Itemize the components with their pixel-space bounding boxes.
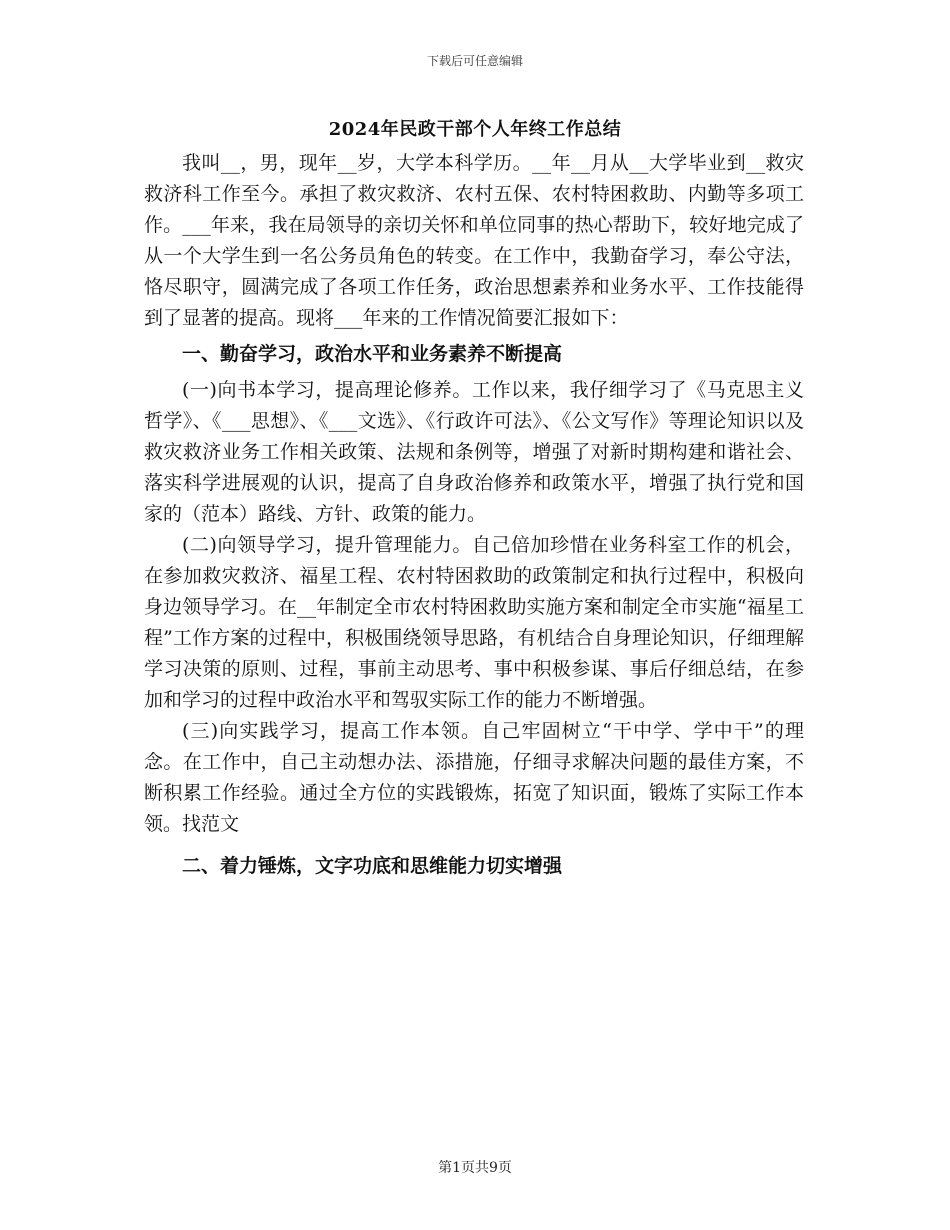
section1-paragraph-1: (一)向书本学习，提高理论修养。工作以来，我仔细学习了《马克思主义哲学》、《___思想》、《___文选》、《行政许可法》、《公文写作》等理论知识以及救灾救济业务工作相关政策、法规和条例等，增强了对新时期构建和谐社会、落实科学进展观的认识，提高了自身政治修养和政策水平，增强了执行党和国家的（范本）路线、方针、政策的能力。: [144, 379, 804, 525]
document-body: [144, 148, 804, 887]
section-heading-1: 一、勤奋学习，政治水平和业务素养不断提高: [182, 343, 563, 365]
page-header: 下载后可任意编辑: [426, 54, 523, 68]
section1-paragraph-2: (二)向领导学习，提升管理能力。自己倍加珍惜在业务科室工作的机会，在参加救灾救济、福星工程、农村特困救助的政策制定和执行过程中，积极向身边领导学习。在__年制定全市农村特困救助实施方案和制定全市实施“福星工程”工作方案的过程中，积极围绕领导思路，有机结合自身理论知识，仔细理解学习决策的原则、过程，事前主动思考、事中积极参谋、事后仔细总结，在参加和学习的过程中政治水平和驾驭实际工作的能力不断增强。: [144, 534, 804, 711]
document-title: 2024年民政干部个人年终工作总结: [328, 119, 622, 140]
page-footer: 第1页共9页: [438, 1160, 512, 1176]
intro-paragraph: 我叫__，男，现年__岁，大学本科学历。__年__月从__大学毕业到__救灾救济科工作至今。承担了救灾救济、农村五保、农村特困救助、内勤等多项工作。___年来，我在局领导的亲切关怀和单位同事的热心帮助下，较好地完成了从一个大学生到一名公务员角色的转变。在工作中，我勤奋学习，奉公守法，恪尽职守，圆满完成了各项工作任务，政治思想素养和业务水平、工作技能得到了显著的提高。现将___年来的工作情况简要汇报如下：: [144, 152, 804, 329]
section-heading-2: 二、着力锤炼，文字功底和思维能力切实增强: [182, 855, 563, 877]
section1-paragraph-3: (三)向实践学习，提高工作本领。自己牢固树立“干中学、学中干”的理念。在工作中，自己主动想办法、添措施，仔细寻求解决问题的最佳方案，不断积累工作经验。通过全方位的实践锻炼，拓宽了知识面，锻炼了实际工作本领。找范文: [144, 720, 804, 835]
